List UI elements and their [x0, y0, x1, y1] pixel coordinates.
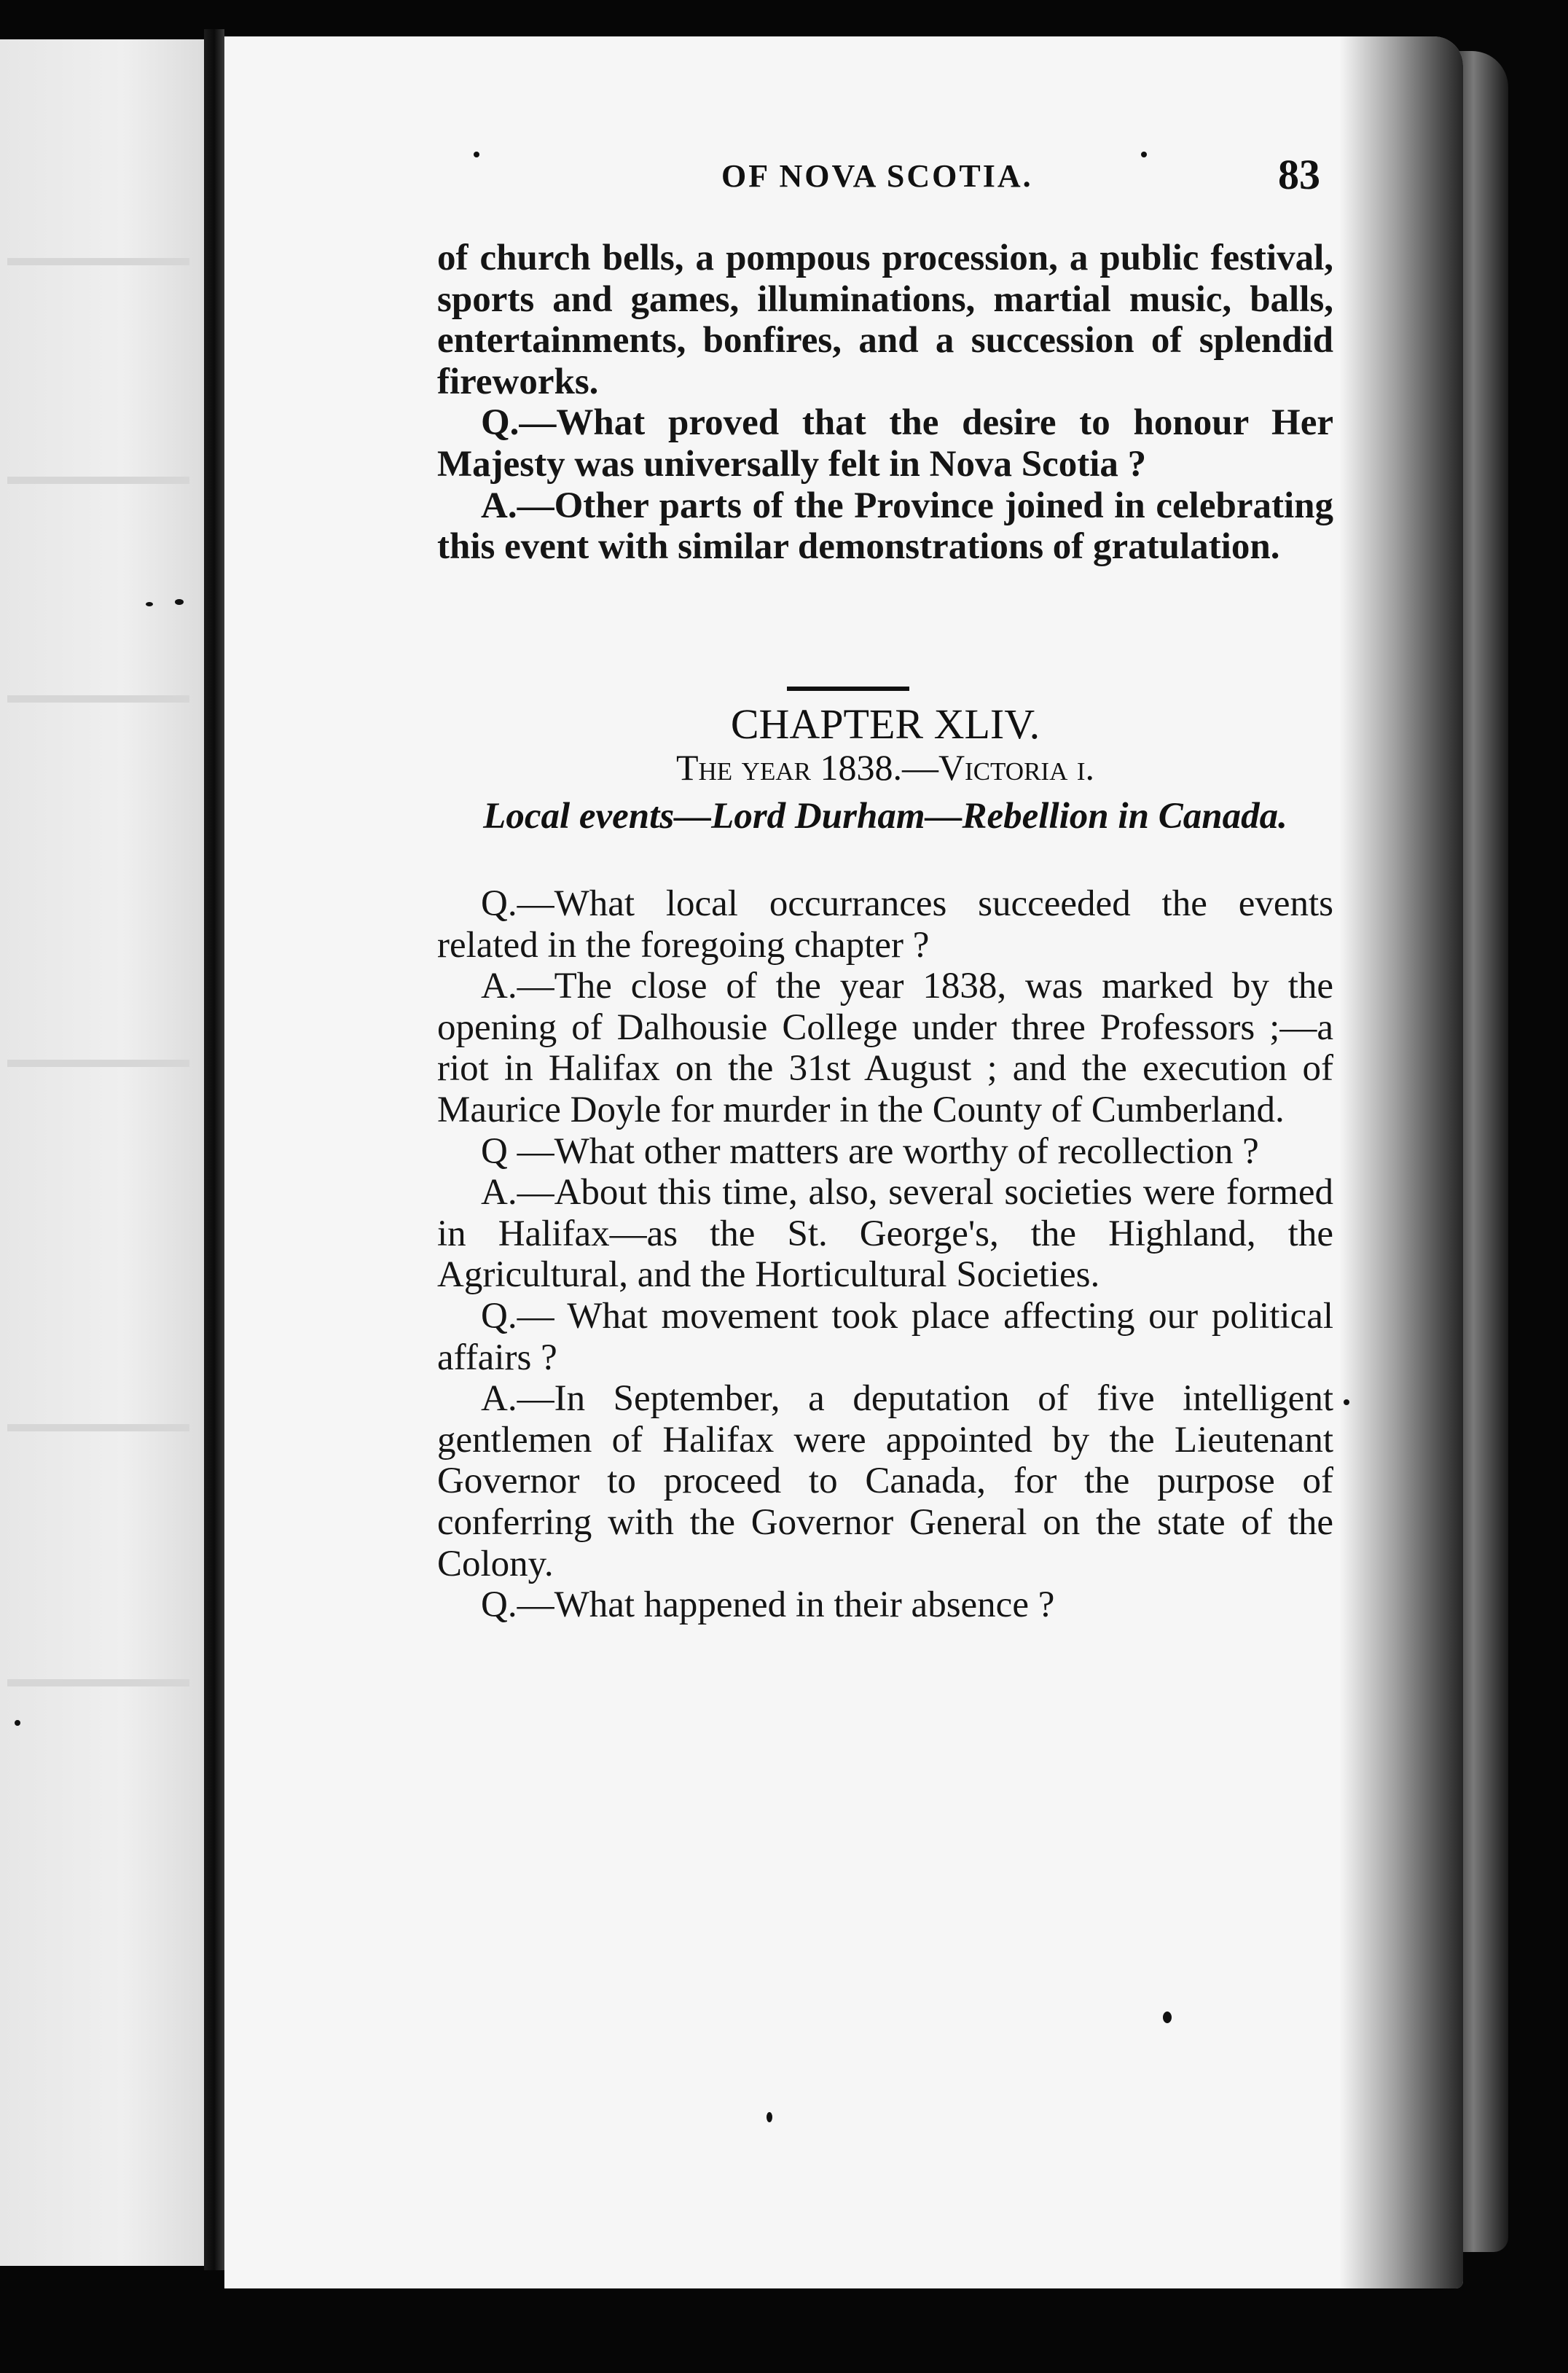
answer-paragraph: A.—About this time, also, several societies were formed in Halifax—as the St. George's, the Highland, the Agricultural, and the Horticultural Societies. — [437, 1172, 1333, 1296]
page-number: 83 — [1278, 151, 1320, 198]
question-paragraph: Q.—What proved that the desire to honour Her Majesty was universally felt in Nova Scotia ? — [437, 402, 1333, 485]
ghost-line — [7, 695, 189, 703]
top-text-block — [437, 238, 1333, 568]
section-rule — [787, 687, 909, 691]
ink-speck — [1141, 152, 1147, 157]
left-page-edge — [0, 39, 204, 2266]
chapter-title: CHAPTER XLIV. — [730, 700, 1040, 748]
ghost-line — [7, 1679, 189, 1686]
ghost-line — [7, 1424, 189, 1431]
question-paragraph: Q —What other matters are worthy of recollection ? — [481, 1130, 1259, 1172]
question-paragraph: Q.— What movement took place affecting our political affairs ? — [437, 1295, 1333, 1378]
question-paragraph: Q.—What local occurrances succeeded the events related in the foregoing chapter ? — [437, 883, 1333, 966]
ink-speck — [175, 599, 184, 605]
ink-speck — [15, 1720, 20, 1726]
ghost-line — [7, 1060, 189, 1067]
ink-speck — [767, 2112, 772, 2122]
book-gutter — [204, 29, 224, 2270]
page-edge-shadow — [1339, 36, 1463, 2288]
answer-paragraph: A.—In September, a deputation of five intelligent gentlemen of Halifax were appointed by the Lieutenant Governor to proceed to Canada, for the purpose of conferring with the Governor General on the state of the Colony. — [437, 1378, 1333, 1584]
ghost-line — [7, 477, 189, 484]
ink-speck — [1163, 2012, 1172, 2023]
paragraph-continuation: of church bells, a pompous procession, a public festival, sports and games, illuminations, martial music, balls, entertainments, bonfires, and a succession of splendid fireworks. — [437, 238, 1333, 402]
question-paragraph: Q.—What happened in their absence ? — [481, 1584, 1055, 1626]
answer-paragraph: A.—Other parts of the Province joined in celebrating this event with similar demonstrations of gratulation. — [437, 485, 1333, 568]
chapter-topics: Local events—Lord Durham—Rebellion in Canada. — [483, 796, 1287, 837]
chapter-subtitle: The year 1838.—Victoria i. — [675, 747, 1095, 788]
ink-speck — [474, 152, 479, 157]
chapter-text-block — [437, 883, 1333, 1626]
answer-paragraph: A.—The close of the year 1838, was marked by the opening of Dalhousie College under three Professors ;—a riot in Halifax on the 31st August ; and the execution of Maurice Doyle for murder in the County of Cumberland. — [437, 966, 1333, 1130]
ink-speck — [1344, 1399, 1349, 1405]
ghost-line — [7, 258, 189, 265]
ink-speck — [146, 602, 153, 606]
running-head: OF NOVA SCOTIA. — [721, 158, 1033, 194]
